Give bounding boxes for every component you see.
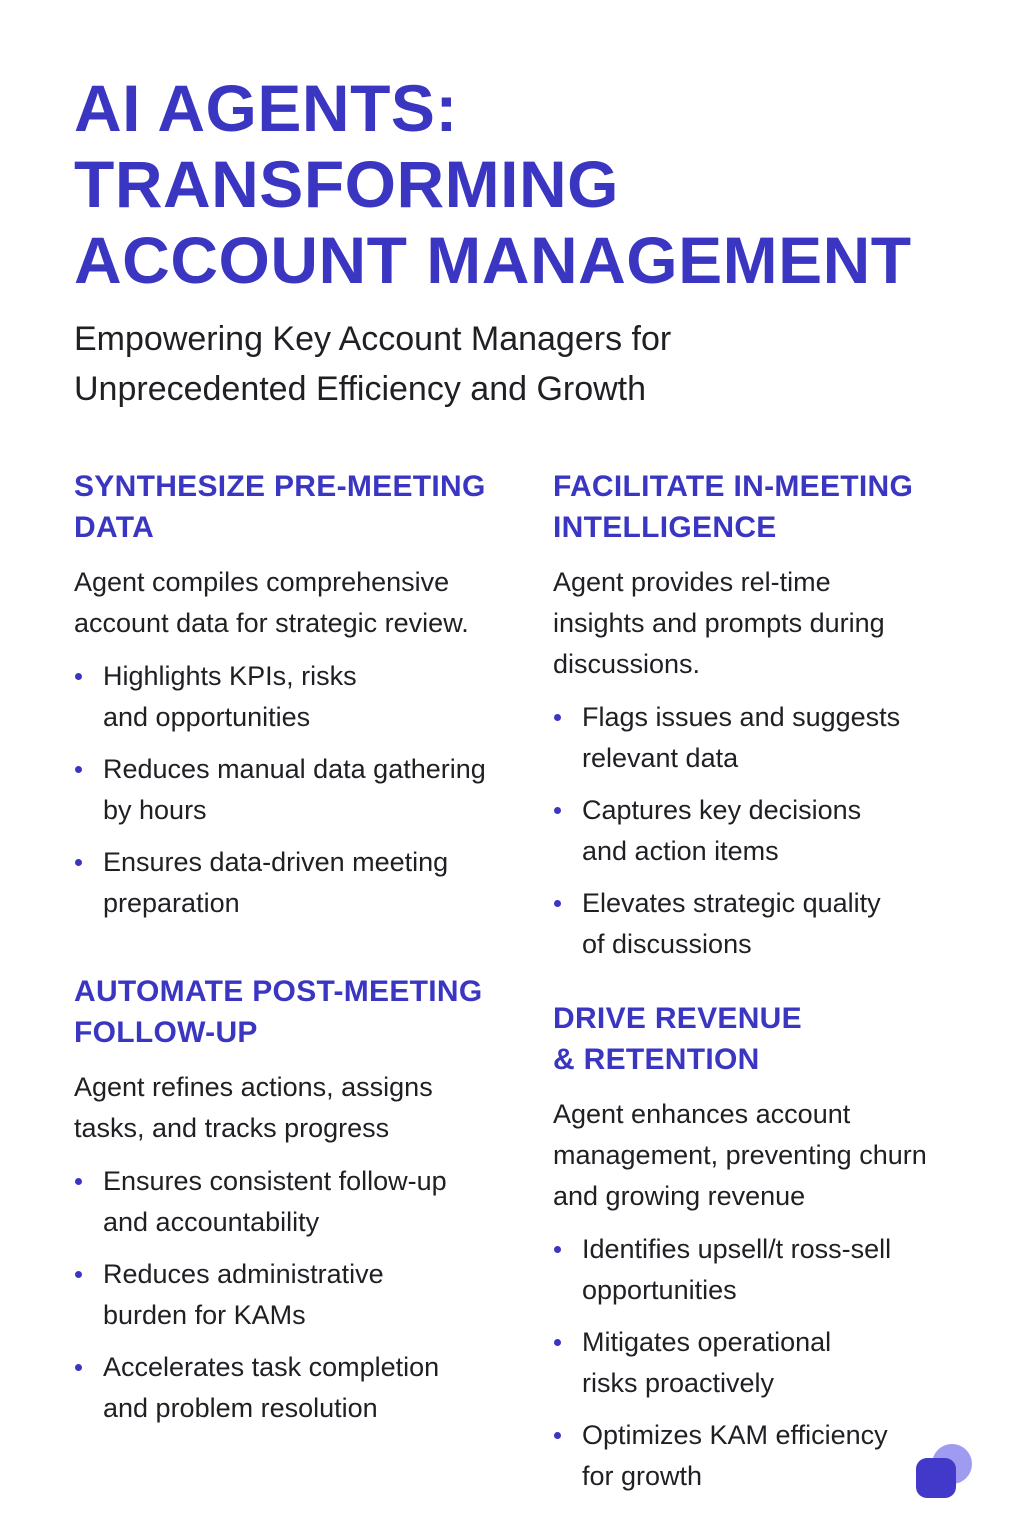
bullet-item (553, 697, 1003, 779)
bullet-text-line: by hours (103, 795, 207, 825)
bullet-text-line: for growth (582, 1461, 703, 1491)
bullet-text-line: risks proactively (582, 1368, 775, 1398)
bullet-text-line: and accountability (103, 1207, 320, 1237)
section-description-line: Agent refines actions, assigns (74, 1072, 433, 1102)
section-heading-line: SYNTHESIZE PRE-MEETING (74, 470, 486, 503)
bullet-list (553, 697, 1003, 965)
bullet-dot-icon (554, 900, 561, 907)
section-heading (553, 466, 1003, 548)
bullet-text-line: and action items (582, 836, 779, 866)
bullet-text-line: preparation (103, 888, 240, 918)
bullet-text-line: burden for KAMs (103, 1300, 306, 1330)
bullet-text-line: Captures key decisions (582, 795, 862, 825)
bullet-dot-icon (75, 859, 82, 866)
page-title-line: ACCOUNT MANAGEMENT (74, 223, 912, 297)
bullet-list (74, 1161, 524, 1429)
bullet-list (74, 656, 524, 924)
bullet-item (74, 656, 524, 738)
bullet-text-line: Reduces manual data gathering (103, 754, 486, 784)
bullet-text-line: Identifies upsell/t ross-sell (582, 1234, 892, 1264)
bullet-item (74, 842, 524, 924)
logo-square-shape (916, 1458, 956, 1498)
bullet-dot-icon (554, 1339, 561, 1346)
bullet-text-line: Mitigates operational (582, 1327, 832, 1357)
bullet-item (74, 1347, 524, 1429)
section-heading (553, 998, 1003, 1080)
section-description (74, 1067, 524, 1149)
bullet-text-line: and opportunities (103, 702, 311, 732)
page-title-line: TRANSFORMING (74, 147, 619, 221)
bullet-text-line: of discussions (582, 929, 752, 959)
bullet-dot-icon (554, 1246, 561, 1253)
section-heading-line: & RETENTION (553, 1043, 760, 1076)
bullet-text-line: Optimizes KAM efficiency (582, 1420, 888, 1450)
bullet-text-line: Reduces administrative (103, 1259, 384, 1289)
bullet-item (553, 790, 1003, 872)
section-description-line: tasks, and tracks progress (74, 1113, 390, 1143)
bullet-dot-icon (75, 1364, 82, 1371)
page-subtitle-line: Unprecedented Efficiency and Growth (74, 370, 647, 408)
section-description (553, 562, 1003, 685)
bullet-item (553, 1322, 1003, 1404)
section-heading-line: AUTOMATE POST-MEETING (74, 975, 483, 1008)
section-heading (74, 466, 524, 548)
bullet-dot-icon (75, 766, 82, 773)
bullet-dot-icon (554, 807, 561, 814)
page-title-line: AI AGENTS: (74, 71, 458, 145)
bullet-text-line: Accelerates task completion (103, 1352, 440, 1382)
bullet-text-line: opportunities (582, 1275, 737, 1305)
section-heading-line: DRIVE REVENUE (553, 1002, 802, 1035)
bullet-text-line: Highlights KPIs, risks (103, 661, 357, 691)
bullet-dot-icon (75, 1178, 82, 1185)
bullet-text-line: Flags issues and suggests (582, 702, 901, 732)
bullet-item (74, 749, 524, 831)
section-heading-line: FOLLOW-UP (74, 1016, 258, 1049)
section-synthesize-pre-meeting-data (74, 466, 524, 935)
section-description (553, 1094, 1003, 1217)
section-description-line: Agent provides rel-time (553, 567, 831, 597)
section-facilitate-in-meeting-intelligence (553, 466, 1003, 976)
bullet-text-line: Elevates strategic quality (582, 888, 881, 918)
section-drive-revenue-retention (553, 998, 1003, 1508)
bullet-text-line: and problem resolution (103, 1393, 378, 1423)
section-description-line: account data for strategic review. (74, 608, 469, 638)
section-description-line: management, preventing churn (553, 1140, 927, 1170)
section-description-line: and growing revenue (553, 1181, 806, 1211)
section-description-line: Agent compiles comprehensive (74, 567, 450, 597)
section-heading (74, 971, 524, 1053)
section-description-line: insights and prompts during (553, 608, 885, 638)
bullet-dot-icon (554, 714, 561, 721)
bullet-item (553, 1229, 1003, 1311)
bullet-item (74, 1254, 524, 1336)
brand-logo-icon (914, 1444, 976, 1502)
section-description-line: Agent enhances account (553, 1099, 851, 1129)
bullet-dot-icon (75, 1271, 82, 1278)
bullet-text-line: Ensures data-driven meeting (103, 847, 449, 877)
bullet-text-line: relevant data (582, 743, 739, 773)
bullet-dot-icon (554, 1432, 561, 1439)
page-subtitle-line: Empowering Key Account Managers for (74, 320, 672, 358)
bullet-item (74, 1161, 524, 1243)
section-description (74, 562, 524, 644)
bullet-item (553, 883, 1003, 965)
section-automate-post-meeting-follow-up (74, 971, 524, 1440)
page-title (74, 70, 994, 298)
section-heading-line: INTELLIGENCE (553, 511, 777, 544)
bullet-dot-icon (75, 673, 82, 680)
section-description-line: discussions. (553, 649, 701, 679)
bullet-text-line: Ensures consistent follow-up (103, 1166, 447, 1196)
section-heading-line: DATA (74, 511, 155, 544)
section-heading-line: FACILITATE IN-MEETING (553, 470, 914, 503)
page-subtitle (74, 314, 954, 414)
